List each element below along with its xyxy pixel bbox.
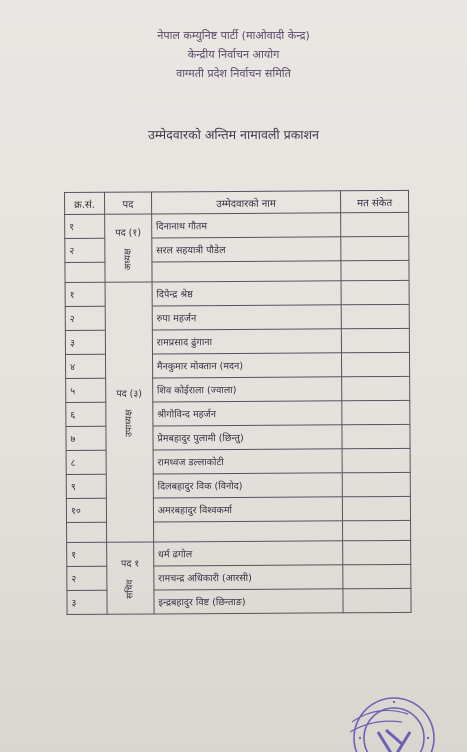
post-number: पद (१) bbox=[115, 227, 142, 239]
candidate-name-cell: दिलबहादुर विक (विनोद) bbox=[153, 473, 342, 498]
committee-name: वाग्मती प्रदेश निर्वाचन समिति bbox=[176, 67, 291, 80]
candidate-name-cell: रामध्वज डल्लाकोटी bbox=[153, 449, 342, 474]
candidate-name-cell: शिव कोईराला (ज्वाला) bbox=[152, 377, 341, 402]
post-number: पद १ bbox=[120, 558, 140, 571]
header-candidate-name: उम्मेदवारको नाम bbox=[151, 191, 340, 214]
candidate-name-cell: मैनकुमार मोक्तान (मदन) bbox=[152, 353, 341, 378]
symbol-cell bbox=[343, 540, 411, 564]
symbol-cell bbox=[342, 400, 410, 424]
serial-cell: ३ bbox=[65, 330, 105, 354]
serial-cell: १ bbox=[65, 214, 105, 238]
header-serial: क्र.सं. bbox=[65, 192, 105, 214]
commission-name: केन्द्रीय निर्वाचन आयोग bbox=[187, 48, 280, 61]
candidate-name-cell: अमरबहादुर विश्वकर्मा bbox=[153, 497, 342, 522]
post-cell bbox=[107, 542, 154, 614]
serial-cell: ५ bbox=[66, 378, 106, 402]
serial-cell: ८ bbox=[66, 450, 106, 474]
table-row bbox=[67, 540, 411, 566]
candidate-name-cell bbox=[152, 261, 341, 282]
symbol-cell bbox=[341, 304, 409, 328]
post-title: उपाध्यक्ष bbox=[124, 409, 135, 438]
official-stamp bbox=[348, 692, 440, 752]
symbol-cell bbox=[343, 496, 411, 520]
serial-cell: २ bbox=[67, 566, 107, 590]
symbol-cell bbox=[342, 328, 410, 352]
candidate-name-cell: प्रेमबहादुर पुलामी (छिन्तु) bbox=[153, 425, 342, 450]
document-title: उम्मेदवारको अन्तिम नामावली प्रकाशन bbox=[148, 127, 319, 142]
symbol-cell bbox=[341, 260, 409, 280]
candidate-name-cell: दिपेन्द्र श्रेष्ठ bbox=[152, 281, 341, 306]
symbol-cell bbox=[342, 448, 410, 472]
table-row bbox=[65, 212, 409, 238]
symbol-cell bbox=[343, 588, 411, 612]
table-header-row bbox=[65, 190, 409, 214]
serial-cell: ६ bbox=[66, 402, 106, 426]
post-title: अध्यक्ष bbox=[123, 248, 134, 271]
candidate-table bbox=[64, 190, 412, 615]
table-body bbox=[65, 212, 411, 614]
symbol-cell bbox=[342, 352, 410, 376]
candidate-name-cell: दिनानाथ गौतम bbox=[151, 213, 340, 238]
serial-cell: ९ bbox=[66, 474, 106, 498]
candidate-name-cell bbox=[153, 521, 342, 542]
symbol-cell bbox=[342, 472, 410, 496]
serial-cell bbox=[67, 522, 107, 542]
serial-cell: १ bbox=[67, 542, 107, 566]
symbol-cell bbox=[342, 376, 410, 400]
serial-cell: २ bbox=[65, 238, 105, 262]
serial-cell: १ bbox=[65, 282, 105, 306]
post-title: सचिव bbox=[125, 579, 136, 600]
candidate-name-cell: श्रीगोविन्द महर्जन bbox=[153, 401, 342, 426]
serial-cell: १० bbox=[66, 498, 106, 522]
candidate-name-cell: धर्म ढगोल bbox=[153, 541, 342, 566]
serial-cell: ३ bbox=[67, 590, 107, 614]
serial-cell: २ bbox=[65, 306, 105, 330]
symbol-cell bbox=[342, 424, 410, 448]
table-row bbox=[65, 280, 409, 306]
serial-cell bbox=[65, 262, 105, 282]
candidate-name-cell: रामप्रसाद ढुंगाना bbox=[152, 329, 341, 354]
post-cell bbox=[105, 214, 152, 282]
serial-cell: ७ bbox=[66, 426, 106, 450]
post-cell bbox=[105, 282, 153, 542]
post-number: पद (३) bbox=[116, 388, 143, 400]
symbol-cell bbox=[341, 236, 409, 260]
symbol-cell bbox=[343, 564, 411, 588]
serial-cell: ४ bbox=[65, 354, 105, 378]
candidate-name-cell: इन्द्रबहादुर विष्ट (छिन्ताङ) bbox=[154, 589, 343, 614]
candidate-name-cell: रामचन्द्र अधिकारी (आरसी) bbox=[154, 565, 343, 590]
symbol-cell bbox=[341, 280, 409, 304]
symbol-cell bbox=[341, 212, 409, 236]
symbol-cell bbox=[343, 520, 411, 540]
header-post: पद bbox=[104, 192, 151, 214]
candidate-name-cell: सरल सहयात्री पौडेल bbox=[152, 237, 341, 262]
header-symbol: मत संकेत bbox=[341, 190, 409, 212]
candidate-name-cell: रुपा महर्जन bbox=[152, 305, 341, 330]
letterhead bbox=[0, 26, 467, 83]
party-name: नेपाल कम्युनिष्ट पार्टी (माओवादी केन्द्र) bbox=[157, 29, 310, 42]
